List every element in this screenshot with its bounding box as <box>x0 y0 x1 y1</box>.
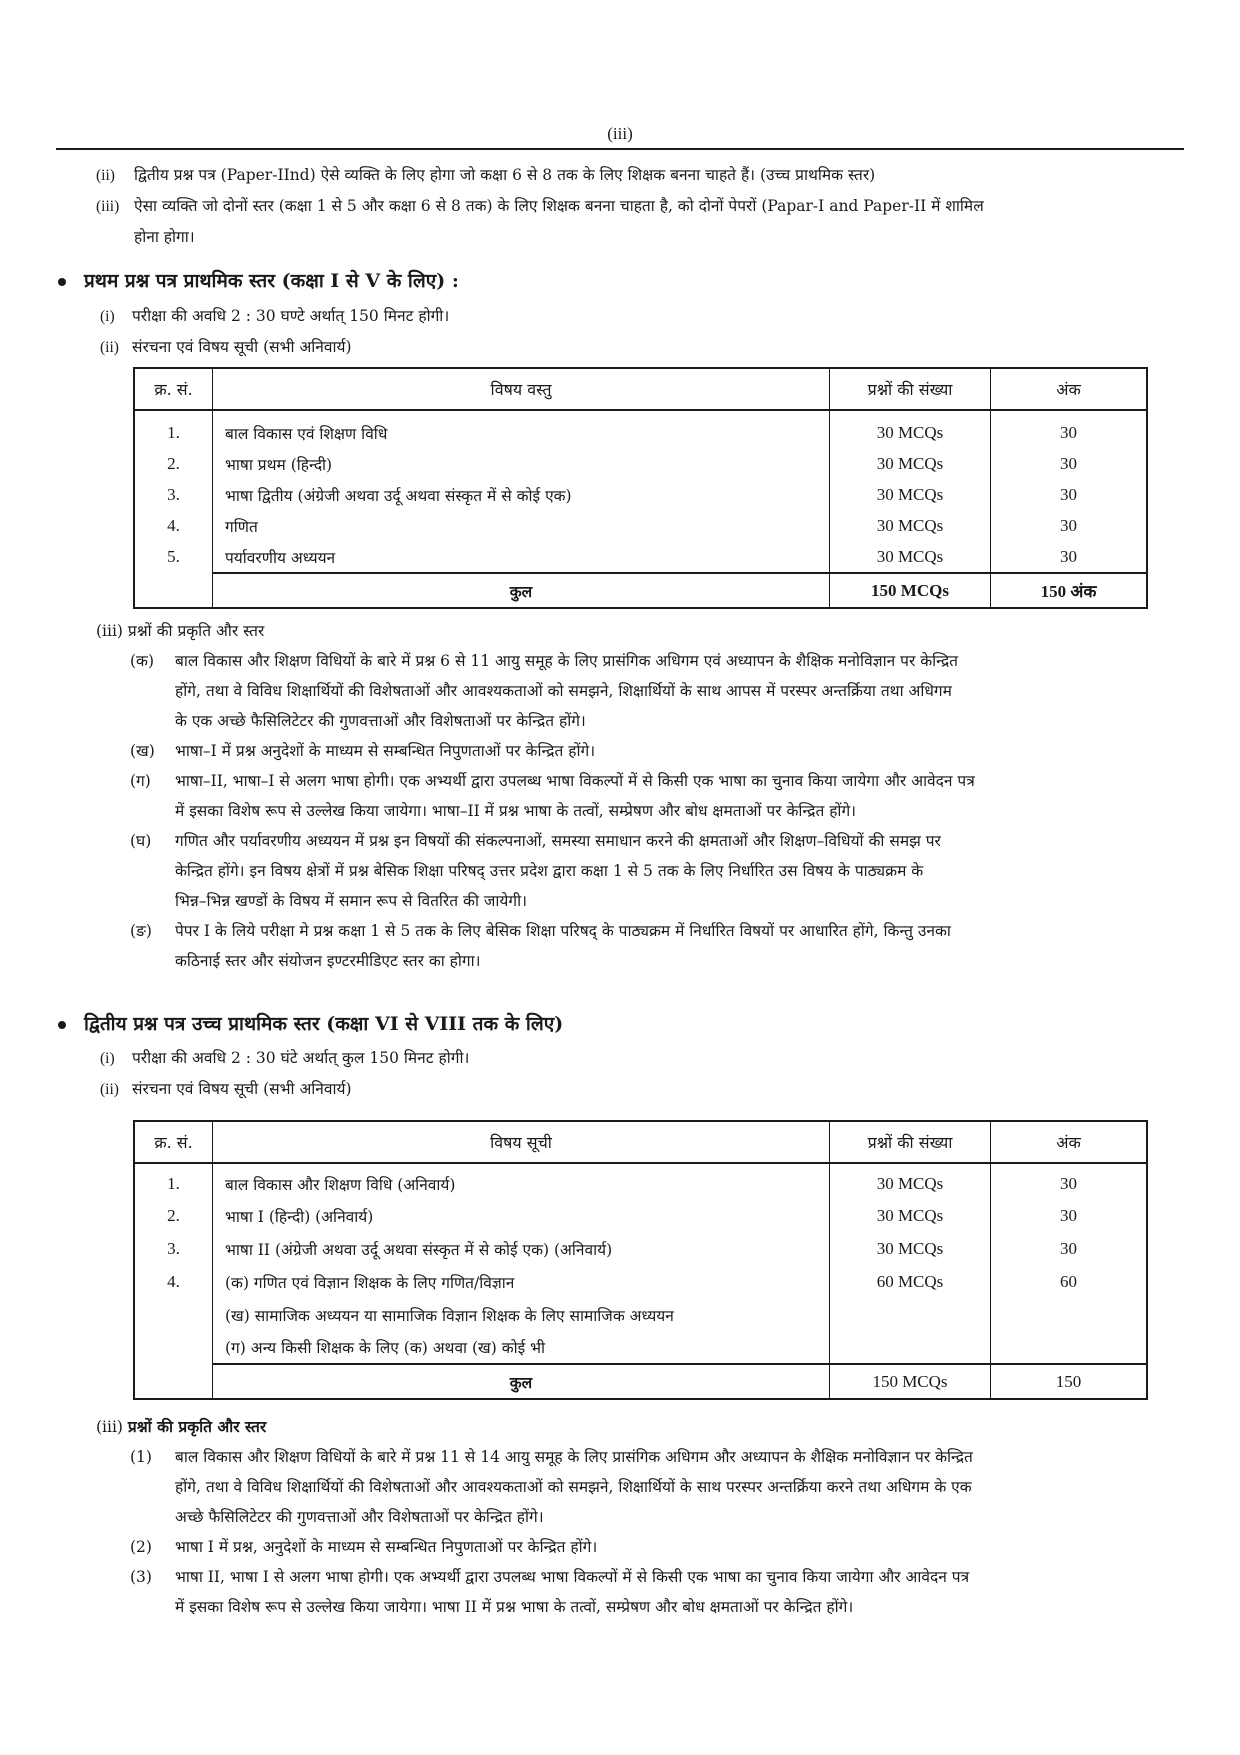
item-text-continued: कठिनाई स्तर और संयोजन इण्टरमीडिएट स्तर का होगा। <box>175 952 481 970</box>
item-text: पेपर I के लिये परीक्षा मे प्रश्न कक्षा 1 से 5 तक के लिए बेसिक शिक्षा परिषद् के पाठ्यक्रम में निर्धारित विषयों पर आधारित होंगे, किन्तु उनका <box>175 922 951 940</box>
cell-sn: 1. <box>134 1163 213 1199</box>
table-row <box>134 479 1147 510</box>
item-text: गणित और पर्यावरणीय अध्ययन में प्रश्न इन विषयों की संकल्पनाओं, समस्या समाधान करने की क्षमताओं और शिक्षण–विधियों की समझ पर <box>175 832 941 850</box>
cell-marks <box>991 1331 1148 1364</box>
total-marks: 150 अंक <box>991 573 1148 608</box>
item-marker: (क) <box>130 652 154 670</box>
item-text: द्वितीय प्रश्न पत्र (Paper-IInd) ऐसे व्यक्ति के लिए होगा जो कक्षा 6 से 8 तक के लिए शिक्षक बनना चाहते हैं। (उच्च प्राथमिक स्तर) <box>134 166 876 184</box>
item-text: बाल विकास और शिक्षण विधियों के बारे में प्रश्न 6 से 11 आयु समूह के लिए प्रासंगिक अधिगम एवं अध्यापन के शैक्षिक मनोविज्ञान पर केन्द्रित <box>175 652 959 670</box>
item-text-continued: भिन्न–भिन्न खण्डों के विषय में समान रूप से वितरित की जायेगी। <box>175 892 528 910</box>
cell-marks: 30 <box>991 410 1148 448</box>
section2-heading-text: द्वितीय प्रश्न पत्र उच्च प्राथमिक स्तर (कक्षा VI से VIII तक के लिए) <box>84 1013 564 1035</box>
nature-title <box>96 1412 973 1442</box>
cell-questions: 30 MCQs <box>830 448 991 479</box>
nature-item <box>130 1532 973 1562</box>
cell-marks: 30 <box>991 541 1148 573</box>
nature-item <box>130 646 975 676</box>
syllabus-table-2 <box>133 1120 1148 1400</box>
cell-sn: 1. <box>134 410 213 448</box>
bullet-icon <box>58 1021 66 1029</box>
cell-subject: बाल विकास एवं शिक्षण विधि <box>213 410 830 448</box>
nature-item <box>130 916 975 946</box>
cell-marks <box>991 1298 1148 1331</box>
cell-questions: 30 MCQs <box>830 1163 991 1199</box>
nature-item <box>130 736 975 766</box>
section1-heading <box>58 265 459 297</box>
header-rule <box>56 148 1184 150</box>
item-marker: (ग) <box>130 772 151 790</box>
table-row <box>134 510 1147 541</box>
point-item <box>100 1043 469 1074</box>
table-row <box>134 1232 1147 1265</box>
nature-item <box>130 1442 973 1472</box>
header-questions: प्रश्नों की संख्या <box>830 1121 991 1163</box>
nature-item <box>130 1562 973 1592</box>
section1-points <box>100 301 449 363</box>
item-text: बाल विकास और शिक्षण विधियों के बारे में प्रश्न 11 से 14 आयु समूह के लिए प्रासंगिक अधिगम और अध्यापन के शैक्षिक मनोविज्ञान पर केन्द्रित <box>175 1448 973 1466</box>
item-text: भाषा–II, भाषा–I से अलग भाषा होगी। एक अभ्यर्थी द्वारा उपलब्ध भाषा विकल्पों में से किसी एक भाषा का चुनाव किया जायेगा और आवेदन पत्र <box>175 772 975 790</box>
cell-questions: 30 MCQs <box>830 410 991 448</box>
intro-item <box>96 160 984 191</box>
table-row <box>134 1298 1147 1331</box>
cell-marks: 30 <box>991 1232 1148 1265</box>
header-sn: क्र. सं. <box>134 1121 213 1163</box>
item-text-continued: होंगे, तथा वे विविध शिक्षार्थियों की विशेषताओं और आवश्यकताओं को समझने, शिक्षार्थियों के साथ आपस में परस्पर अन्तर्क्रिया तथा अधिगम <box>175 682 952 700</box>
cell-marks: 30 <box>991 448 1148 479</box>
header-marks: अंक <box>991 1121 1148 1163</box>
intro-item <box>96 191 984 222</box>
table-header-row <box>134 1121 1147 1163</box>
item-marker: (iii) <box>96 1418 123 1436</box>
table-row <box>134 1199 1147 1232</box>
nature-item <box>130 826 975 856</box>
item-marker: (ii) <box>100 1081 119 1098</box>
item-marker: (ii) <box>100 339 119 356</box>
item-marker: (1) <box>130 1448 152 1466</box>
cell-subject: भाषा प्रथम (हिन्दी) <box>213 448 830 479</box>
cell-marks: 30 <box>991 1199 1148 1232</box>
header-questions: प्रश्नों की संख्या <box>830 368 991 410</box>
cell-subject: बाल विकास और शिक्षण विधि (अनिवार्य) <box>213 1163 830 1199</box>
item-text: संरचना एवं विषय सूची (सभी अनिवार्य) <box>132 338 352 356</box>
table-row <box>134 448 1147 479</box>
cell-questions <box>830 1331 991 1364</box>
cell-marks: 30 <box>991 1163 1148 1199</box>
cell-questions <box>830 1298 991 1331</box>
cell-questions: 30 MCQs <box>830 541 991 573</box>
cell-subject: (क) गणित एवं विज्ञान शिक्षक के लिए गणित/विज्ञान <box>213 1265 830 1298</box>
section1-heading-text: प्रथम प्रश्न पत्र प्राथमिक स्तर (कक्षा I से V के लिए) : <box>84 270 459 292</box>
cell-empty <box>134 1364 213 1399</box>
item-marker: (ख) <box>130 742 155 760</box>
cell-marks: 30 <box>991 510 1148 541</box>
cell-sn <box>134 1298 213 1331</box>
page-number: (iii) <box>607 124 633 143</box>
table-row <box>134 541 1147 573</box>
cell-subject: गणित <box>213 510 830 541</box>
total-marks: 150 <box>991 1364 1148 1399</box>
item-text: भाषा I में प्रश्न, अनुदेशों के माध्यम से सम्बन्धित निपुणताओं पर केन्द्रित होंगे। <box>175 1538 598 1556</box>
table-row <box>134 1163 1147 1199</box>
item-marker: (i) <box>100 308 115 325</box>
item-text: संरचना एवं विषय सूची (सभी अनिवार्य) <box>132 1080 352 1098</box>
total-label: कुल <box>213 573 830 608</box>
item-text-continued: होना होगा। <box>134 228 195 246</box>
point-item <box>100 332 449 363</box>
table-total-row <box>134 573 1147 608</box>
point-item <box>100 1074 469 1105</box>
total-questions: 150 MCQs <box>830 1364 991 1399</box>
total-questions: 150 MCQs <box>830 573 991 608</box>
cell-subject: भाषा II (अंग्रेजी अथवा उर्दू अथवा संस्कृत में से कोई एक) (अनिवार्य) <box>213 1232 830 1265</box>
cell-sn: 5. <box>134 541 213 573</box>
item-text: ऐसा व्यक्ति जो दोनों स्तर (कक्षा 1 से 5 और कक्षा 6 से 8 तक) के लिए शिक्षक बनना चाहता है, को दोनों पेपरों (Papar-I and Paper-II में शामिल <box>134 197 984 215</box>
cell-questions: 30 MCQs <box>830 1199 991 1232</box>
item-text-continued: में इसका विशेष रूप से उल्लेख किया जायेगा। भाषा II में प्रश्न भाषा के तत्वों, सम्प्रेषण और बोध क्षमताओं पर केन्द्रित होंगे। <box>175 1598 854 1616</box>
cell-marks: 30 <box>991 479 1148 510</box>
item-text-continued: होंगे, तथा वे विविध शिक्षार्थियों की विशेषताओं और आवश्यकताओं को समझने, शिक्षार्थियों के साथ परस्पर अन्तर्क्रिया करने तथा अधिगम के एक <box>175 1478 972 1496</box>
item-marker: (i) <box>100 1050 115 1067</box>
header-subject: विषय वस्तु <box>213 368 830 410</box>
header-sn: क्र. सं. <box>134 368 213 410</box>
item-text: भाषा–I में प्रश्न अनुदेशों के माध्यम से सम्बन्धित निपुणताओं पर केन्द्रित होंगे। <box>175 742 596 760</box>
header-marks: अंक <box>991 368 1148 410</box>
nature-item <box>130 766 975 796</box>
cell-questions: 30 MCQs <box>830 479 991 510</box>
table-header-row <box>134 368 1147 410</box>
item-text-continued: के एक अच्छे फैसिलिटेटर की गुणवत्ताओं और विशेषताओं पर केन्द्रित होंगे। <box>175 712 586 730</box>
section2-heading <box>58 1008 563 1040</box>
item-text: परीक्षा की अवधि 2 : 30 घंटे अर्थात् कुल 150 मिनट होगी। <box>132 1049 470 1067</box>
table-row <box>134 410 1147 448</box>
cell-sn: 3. <box>134 1232 213 1265</box>
syllabus-table-1 <box>133 367 1148 609</box>
cell-sn: 4. <box>134 1265 213 1298</box>
intro-list <box>96 160 984 252</box>
section1-nature <box>96 616 975 976</box>
cell-subject: (ग) अन्य किसी शिक्षक के लिए (क) अथवा (ख) कोई भी <box>213 1331 830 1364</box>
bullet-icon <box>58 278 66 286</box>
item-marker: (ङ) <box>130 922 152 940</box>
item-marker: (3) <box>130 1568 152 1586</box>
cell-sn <box>134 1331 213 1364</box>
item-marker: (iii) <box>96 198 120 215</box>
item-text-continued: में इसका विशेष रूप से उल्लेख किया जायेगा। भाषा–II में प्रश्न भाषा के तत्वों, सम्प्रेषण और बोध क्षमताओं पर केन्द्रित होंगे। <box>175 802 857 820</box>
table-row <box>134 1265 1147 1298</box>
cell-sn: 3. <box>134 479 213 510</box>
item-marker: (2) <box>130 1538 152 1556</box>
header-subject: विषय सूची <box>213 1121 830 1163</box>
cell-sn: 4. <box>134 510 213 541</box>
section2-nature <box>96 1412 973 1622</box>
item-marker: (ii) <box>96 167 115 184</box>
cell-subject: भाषा I (हिन्दी) (अनिवार्य) <box>213 1199 830 1232</box>
table-total-row <box>134 1364 1147 1399</box>
cell-empty <box>134 573 213 608</box>
nature-title: (iii) प्रश्नों की प्रकृति और स्तर <box>96 622 265 640</box>
item-text: परीक्षा की अवधि 2 : 30 घण्टे अर्थात् 150 मिनट होगी। <box>132 307 450 325</box>
cell-subject: भाषा द्वितीय (अंग्रेजी अथवा उर्दू अथवा संस्कृत में से कोई एक) <box>213 479 830 510</box>
point-item <box>100 301 449 332</box>
cell-sn: 2. <box>134 448 213 479</box>
item-text: भाषा II, भाषा I से अलग भाषा होगी। एक अभ्यर्थी द्वारा उपलब्ध भाषा विकल्पों में से किसी एक भाषा का चुनाव किया जायेगा और आवेदन पत्र <box>175 1568 970 1586</box>
cell-marks: 60 <box>991 1265 1148 1298</box>
cell-questions: 30 MCQs <box>830 1232 991 1265</box>
item-text-continued: केन्द्रित होंगे। इन विषय क्षेत्रों में प्रश्न बेसिक शिक्षा परिषद् उत्तर प्रदेश द्वारा कक्षा 1 से 5 तक के लिए निर्धारित उस विषय के पाठ्यक्रम के <box>175 862 924 880</box>
cell-questions: 30 MCQs <box>830 510 991 541</box>
cell-questions: 60 MCQs <box>830 1265 991 1298</box>
item-marker: (घ) <box>130 832 152 850</box>
total-label: कुल <box>213 1364 830 1399</box>
cell-sn: 2. <box>134 1199 213 1232</box>
nature-title-text: प्रश्नों की प्रकृति और स्तर <box>127 1417 267 1436</box>
section2-points <box>100 1043 469 1105</box>
cell-subject: पर्यावरणीय अध्ययन <box>213 541 830 573</box>
item-text-continued: अच्छे फैसिलिटेटर की गुणवत्ताओं और विशेषताओं पर केन्द्रित होंगे। <box>175 1508 544 1526</box>
cell-subject: (ख) सामाजिक अध्ययन या सामाजिक विज्ञान शिक्षक के लिए सामाजिक अध्ययन <box>213 1298 830 1331</box>
table-row <box>134 1331 1147 1364</box>
